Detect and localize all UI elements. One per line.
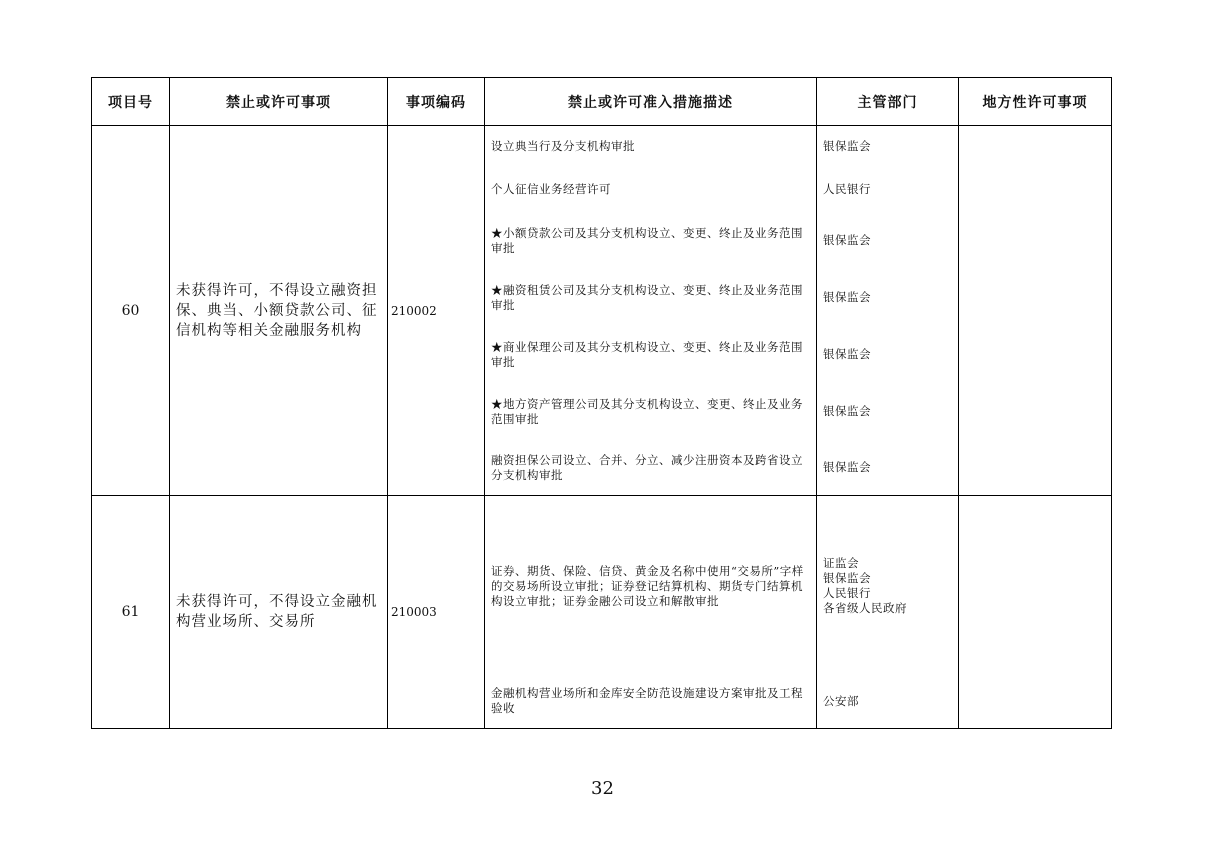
row-item: 未获得许可，不得设立金融机构营业场所、交易所 [170,496,388,729]
measure-dept: 银保监会 [823,138,871,153]
measure-dept: 银保监会 [823,347,871,361]
row-number: 60 [92,126,170,496]
measure-desc: ★小额贷款公司及其分支机构设立、变更、终止及业务范围审批 [491,225,803,255]
table-header-row [92,78,1112,126]
header-dept: 主管部门 [817,78,959,126]
measure-dept: 银保监会 [823,233,871,247]
row-item: 未获得许可，不得设立融资担保、典当、小额贷款公司、征信机构等相关金融服务机构 [170,126,388,496]
row-code: 210003 [388,496,485,729]
measure-dept: 银保监会 [823,404,871,418]
measure-dept: 证监会 银保监会 人民银行 各省级人民政府 [823,556,907,615]
row-descriptions [485,126,817,496]
measure-dept: 公安部 [823,693,859,708]
measure-desc: 融资担保公司设立、合并、分立、减少注册资本及跨省设立分支机构审批 [491,452,803,482]
row-departments [817,496,959,729]
permit-table [91,77,1112,729]
header-local: 地方性许可事项 [959,78,1112,126]
measure-dept: 银保监会 [823,460,871,474]
row-departments [817,126,959,496]
measure-desc: 证券、期货、保险、信贷、黄金及名称中使用“交易所”字样的交易场所设立审批；证券登记结算机构、期货专门结算机构设立审批；证券金融公司设立和解散审批 [491,563,804,608]
page-number: 32 [591,778,614,799]
header-item: 禁止或许可事项 [170,78,388,126]
row-code: 210002 [388,126,485,496]
measure-desc: 设立典当行及分支机构审批 [491,138,635,153]
measure-desc: 金融机构营业场所和金库安全防范设施建设方案审批及工程验收 [491,686,803,715]
table-row [92,496,1112,729]
row-number: 61 [92,496,170,729]
header-num: 项目号 [92,78,170,126]
measure-dept: 银保监会 [823,290,871,304]
header-desc: 禁止或许可准入措施描述 [485,78,817,126]
measure-desc: ★商业保理公司及其分支机构设立、变更、终止及业务范围审批 [491,339,803,369]
row-local [959,126,1112,496]
measure-desc: ★融资租赁公司及其分支机构设立、变更、终止及业务范围审批 [491,282,803,312]
header-code: 事项编码 [388,78,485,126]
measure-dept: 人民银行 [823,181,871,196]
table-row [92,126,1112,496]
measure-desc: ★地方资产管理公司及其分支机构设立、变更、终止及业务范围审批 [491,396,803,426]
measure-desc: 个人征信业务经营许可 [491,181,611,196]
row-local [959,496,1112,729]
row-descriptions [485,496,817,729]
